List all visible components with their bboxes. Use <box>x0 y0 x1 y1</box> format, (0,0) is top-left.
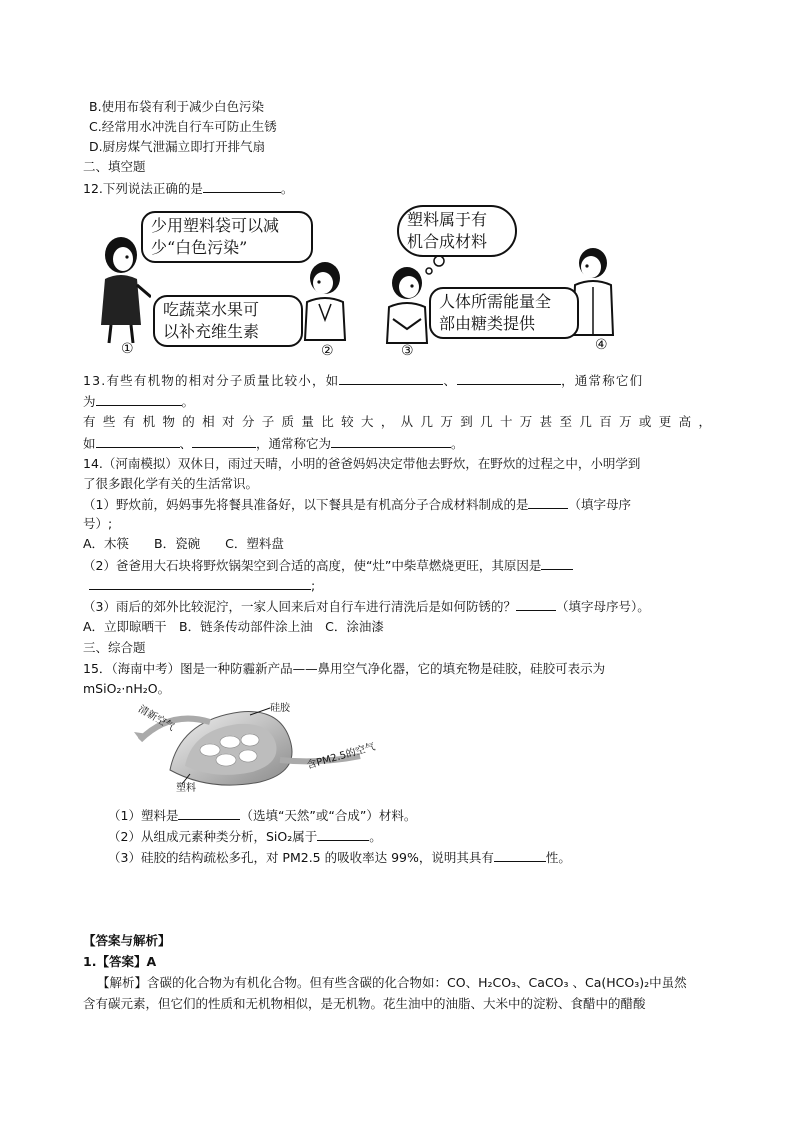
q15-part-1: （1）塑料是 （选填“天然”或“合成”）材料。 <box>108 808 417 823</box>
label-pm25-air: 含PM2.5的空气 <box>305 741 377 772</box>
q13-line-3: 有些有机物的相对分子质量比较大，从几万到几十万甚至几百万或更高， <box>83 414 711 429</box>
q14-line-1: 14.（河南模拟）双休日，雨过天晴，小明的爸爸妈妈决定带他去野炊，在野炊的过程之中，小明学到 <box>83 456 641 471</box>
label-4: ④ <box>595 337 608 353</box>
bubble-2-line-2: 以补充维生素 <box>163 322 260 341</box>
bubble-1-line-1: 少用塑料袋可以减 <box>151 216 280 235</box>
q14-part-3: （3）雨后的郊外比较泥泞，一家人回来后对自行车进行清洗后是如何防锈的？ （填字母序号）。 <box>83 599 650 614</box>
nasal-purifier-figure <box>130 700 390 800</box>
bubble-4-line-2: 部由糖类提供 <box>439 314 536 333</box>
bubble-2-line-1: 吃蔬菜水果可 <box>163 300 260 319</box>
q13-line-1: 13.有些有机物的相对分子质量比较小，如 、 ，通常称它们 <box>83 373 644 388</box>
label-3: ③ <box>401 343 414 359</box>
bubble-3-line-1: 塑料属于有 <box>407 210 488 229</box>
q14-part-3-options: A．立即晾晒干 B．链条传动部件涂上油 C．涂油漆 <box>83 619 384 634</box>
label-silica-gel: 硅胶 <box>270 703 290 714</box>
bubble-1-line-2: 少“白色污染” <box>151 238 248 257</box>
q15-line-1: 15．（海南中考）图是一种防霾新产品——鼻用空气净化器，它的填充物是硅胶，硅胶可表示为 <box>83 661 606 676</box>
q15-part-2: （2）从组成元素种类分析，SiO₂属于 。 <box>108 829 382 844</box>
q14-line-2: 了很多跟化学有关的生活常识。 <box>83 476 259 491</box>
speech-bubble-2 <box>153 295 303 347</box>
q14-part-1-options: A．木筷 B．瓷碗 C．塑料盘 <box>83 536 284 551</box>
person-2-icon <box>295 260 355 350</box>
bubble-3-line-2: 机合成材料 <box>407 232 488 251</box>
q12-cartoon-figure <box>83 205 643 365</box>
q15-line-2: mSiO₂·nH₂O。 <box>83 681 171 696</box>
speech-bubble-4 <box>429 287 579 339</box>
option-d: D.厨房煤气泄漏立即打开排气扇 <box>89 139 266 154</box>
label-1: ① <box>121 341 134 357</box>
section-heading-comprehensive: 三、综合题 <box>83 640 146 655</box>
q14-part-1-end: 号）; <box>83 516 113 531</box>
answers-heading: 【答案与解析】 <box>83 933 171 948</box>
explanation-line-2: 含有碳元素，但它们的性质和无机物相似，是无机物。花生油中的油脂、大米中的淀粉、食醋中的醋酸 <box>83 996 646 1011</box>
answer-1: 1.【答案】A <box>83 954 157 969</box>
thought-bubble-3 <box>397 205 517 257</box>
label-clean-air: 清新空气 <box>136 703 177 734</box>
q13-line-4: 如 、 ，通常称它为 。 <box>83 436 464 451</box>
q14-part-2: （2）爸爸用大石块将野炊锅架空到合适的高度，使“灶”中柴草燃烧更旺，其原因是 <box>83 556 573 575</box>
explanation-line-1: 【解析】含碳的化合物为有机化合物。但有些含碳的化合物如：CO、H₂CO₃、CaCO₃ 、Ca(HCO₃)₂中虽然 <box>97 975 687 990</box>
option-c: C.经常用水冲洗自行车可防止生锈 <box>89 119 277 134</box>
label-2: ② <box>321 343 334 359</box>
q14-part-1: （1）野炊前，妈妈事先将餐具准备好，以下餐具是有机高分子合成材料制成的是 （填字母序 <box>83 497 631 512</box>
speech-bubble-1 <box>141 211 313 263</box>
option-b: B.使用布袋有利于减少白色污染 <box>89 99 265 114</box>
label-plastic: 塑料 <box>176 783 196 794</box>
bubble-4-line-1: 人体所需能量全 <box>439 292 552 311</box>
section-heading-fill: 二、填空题 <box>83 159 146 174</box>
q14-part-2-blank: ; <box>89 576 315 595</box>
q12-stem: 12.下列说法正确的是 。 <box>83 181 294 196</box>
q15-part-3: （3）硅胶的结构疏松多孔，对 PM2.5 的吸收率达 99%，说明其具有 性。 <box>108 850 571 865</box>
q13-line-2: 为 。 <box>83 394 195 409</box>
